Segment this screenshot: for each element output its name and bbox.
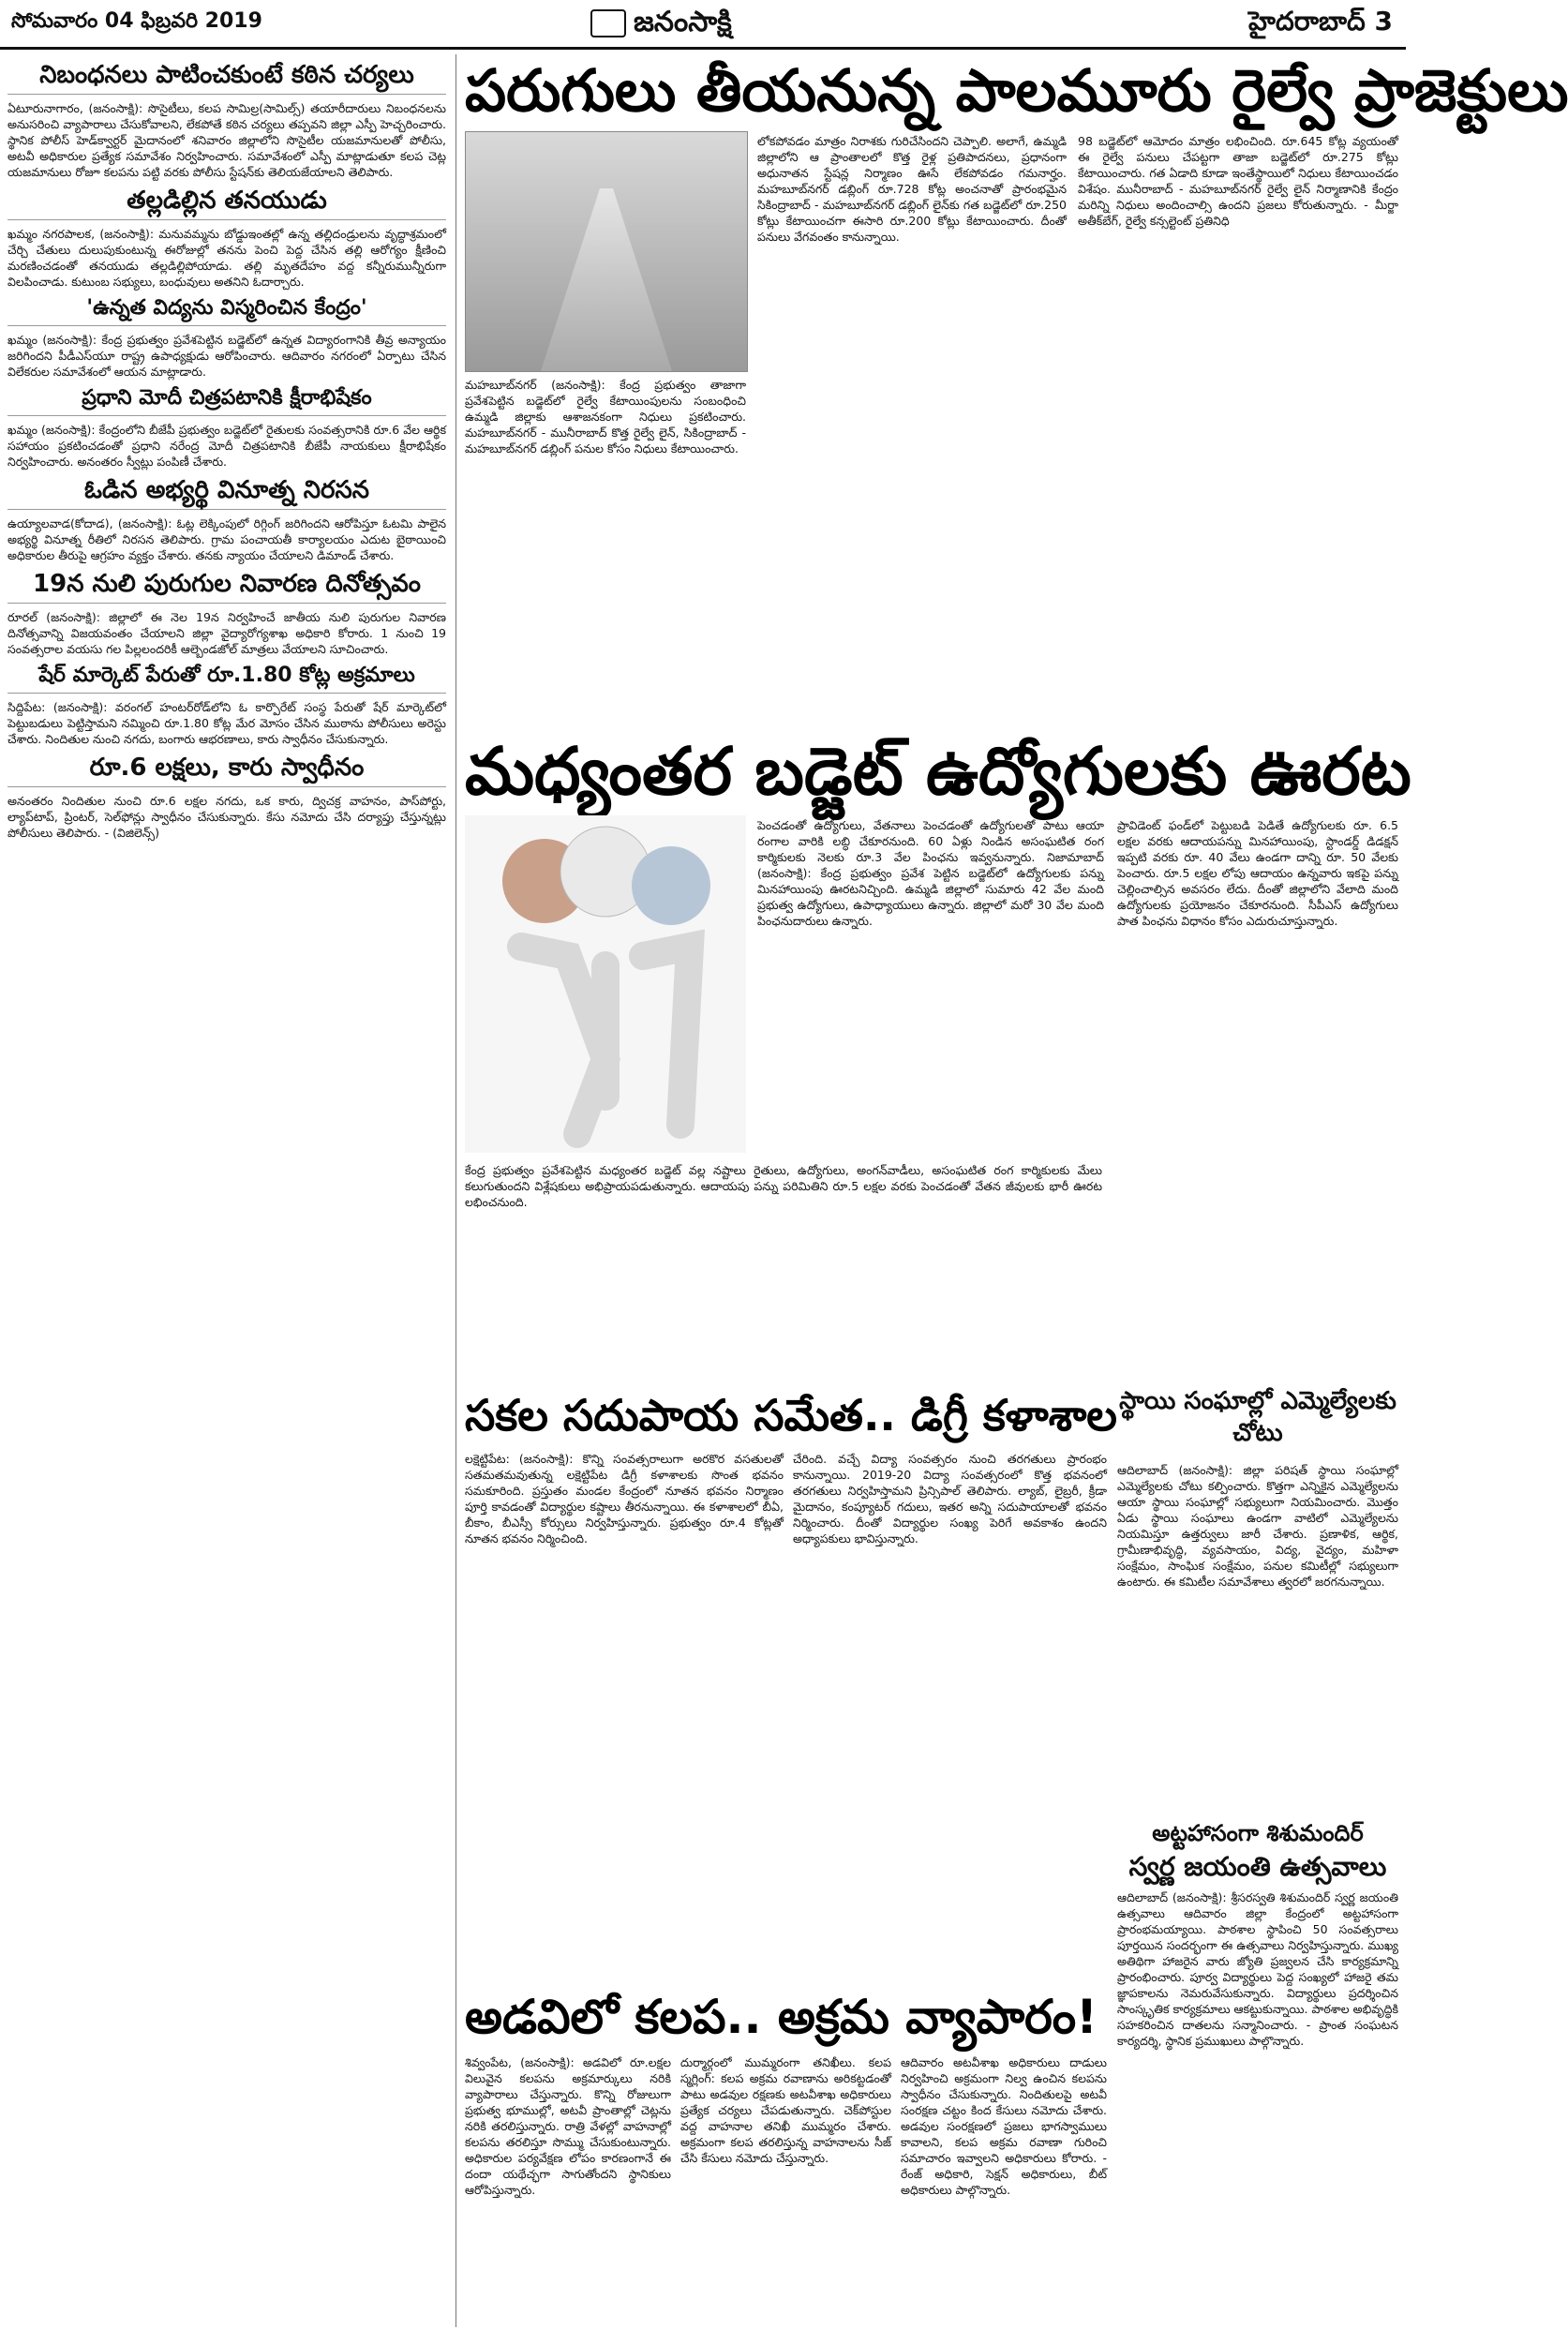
section-body: ఉయ్యాలవాడ(కోదాడ), (జనంసాక్షి): ఓట్ల లెక్కింపులో రిగ్గింగ్ జరిగిందని ఆరోపిస్తూ ఓటమి పాలైన అభ్యర్థి వినూత్న రీతిలో నిరసన తెలిపారు. గ్రామ పంచాయతీ కార్యాలయం ఎదుట బైఠాయించి అధికారుల తీరుపై ఆగ్రహం వ్యక్తం చేశారు. తనకు న్యాయం చేయాలని డిమాండ్ చేశారు. <box>7 516 446 562</box>
section-headline: 19న నులి పురుగుల నివారణ దినోత్సవం <box>7 569 446 604</box>
left-column <box>7 54 446 2327</box>
photo-caption: మహబూబ్‌నగర్ (జనంసాక్షి): కేంద్ర ప్రభుత్వం తాజాగా ప్రవేశపెట్టిన బడ్జెట్‌లో రైల్వే కేటాయింపులను సంబంధించి ఉమ్మడి జిల్లాకు ఆశాజనకంగా నిధులు ప్రకటించారు. మహబూబ్‌నగర్ - మునీరాబాద్ కొత్త రైల్వే లైన్, సికింద్రాబాద్ - మహబూబ్‌నగర్ డబ్లింగ్ పనుల కోసం నిధులు కేటాయించారు. <box>465 378 746 455</box>
section-headline: రూ.6 లక్షలు, కారు స్వాధీనం <box>7 753 446 787</box>
story-body: లోకపోవడం మాత్రం నిరాశకు గురిచేసిందని చెప్పాలి. అలాగే, ఉమ్మడి జిల్లాలోని ఆ ప్రాంతాలలో కొత్త రైళ్ల ప్రతిపాదనలు, ప్రధానంగా అధునాతన స్టేషన్ల నిర్మాణం ఊసే లేకపోవడం గమనార్హం. మహబూబ్‌నగర్ డబ్లింగ్ రూ.728 కోట్ల అంచనాతో ప్రారంభమైన సికింద్రాబాద్ - మహబూబ్‌నగర్ డబ్లింగ్ లైన్‌కు గత బడ్జెట్‌లో రూ.250 కోట్లు కేటాయించగా ఈసారి రూ.200 కోట్లు కేటాయించారు. దీంతో పనులు వేగవంతం కానున్నాయి. <box>757 134 1067 244</box>
story-headline: అడవిలో కలప.. అక్రమ వ్యాపారం! <box>465 1990 1098 2044</box>
box-headline: స్థాయి సంఘాల్లో ఎమ్మెల్యేలకు చోటు <box>1119 1387 1396 1447</box>
page-header <box>0 0 1406 50</box>
section-headline: నిబంధనలు పాటించకుంటే కఠిన చర్యలు <box>7 60 446 95</box>
section-body: సిద్దిపేట: (జనంసాక్షి): వరంగల్ హంటర్‌రోడ్‌లోని ఓ కార్పొరేట్ సంస్థ పేరుతో షేర్ మార్కెట్‌లో పెట్టుబడులు పెట్టిస్తామని నమ్మించి రూ.1.80 కోట్ల మేర మోసం చేసిన ముఠాను పోలీసులు అరెస్టు చేశారు. నిందితుల నుంచి నగదు, బంగారు ఆభరణాలు, కారు స్వాధీనం చేసుకున్నారు. <box>7 700 446 746</box>
story-body: 98 బడ్జెట్‌లో ఆమోదం మాత్రం లభించింది. రూ.645 కోట్ల వ్యయంతో ఈ రైల్వే పనులు చేపట్టగా తాజా బడ్జెట్‌లో రూ.275 కోట్లు కేటాయించారు. గత ఏడాది కూడా ఇంతేస్థాయిలో నిధులు కేటాయించడం విశేషం. మునీరాబాద్ - మహబూబ్‌నగర్ రైల్వే లైన్ నిర్మాణానికి కేంద్రం మరిన్ని నిధులు అందించాల్సి ఉందని ప్రజలు కోరుతున్నారు. - మీర్జా అతీక్‌బేగ్, రైల్వే కన్సల్టెంట్ ప్రతినిధి <box>1078 134 1398 228</box>
story-body: ఆదివారం అటవీశాఖ అధికారులు దాడులు నిర్వహించి అక్రమంగా నిల్వ ఉంచిన కలపను స్వాధీనం చేసుకున్నారు. నిందితులపై అటవీ సంరక్షణ చట్టం కింద కేసులు నమోదు చేశారు. అడవుల సంరక్షణలో ప్రజలు భాగస్వాములు కావాలని, కలప అక్రమ రవాణా గురించి సమాచారం ఇవ్వాలని అధికారులు కోరారు. - రేంజ్ అధికారి, సెక్షన్ అధికారులు, బీట్ అధికారులు పాల్గొన్నారు. <box>901 2055 1107 2197</box>
story-headline: మధ్యంతర బడ్జెట్ ఉద్యోగులకు ఊరట <box>465 733 1411 810</box>
column-divider <box>455 54 456 2327</box>
section-body: ఏటూరునాగారం, (జనంసాక్షి): సొసైటీలు, కలప సామిల్ర(సామిల్స్) తయారీదారులు నిబంధనలను అనుసరించి వ్యాపారాలు చేసుకోవాలని, లేకపోతే కఠిన చర్యలు తప్పవని జిల్లా ఎస్పీ హెచ్చరించారు. స్థానిక పోలీస్ హెడ్‌క్వార్టర్ మైదానంలో శనివారం జిల్లాలోని సొసైటీల యజమానులతో పోలీసు, అటవీ అధికారుల ప్రత్యేక సమావేశం నిర్వహించారు. సమావేశంలో ఎస్పీ మాట్లాడుతూ కలప చెట్ల యజమానులు రోజూ కలపను పట్టి వరకు పోలీసు స్టేషన్‌కు తెలియజేయాలని తెలిపారు. <box>7 101 446 179</box>
box-body: ఆదిలాబాద్ (జనంసాక్షి): జిల్లా పరిషత్ స్థాయి సంఘాల్లో ఎమ్మెల్యేలకు చోటు కల్పించారు. కొత్తగా ఎన్నికైన ఎమ్మెల్యేలను ఆయా స్థాయి సంఘాల్లో సభ్యులుగా నియమించారు. మొత్తం ఏడు స్థాయి సంఘాలు ఉండగా వాటిలో ఎమ్మెల్యేలను నియమిస్తూ ఉత్తర్వులు జారీ చేశారు. ప్రణాళిక, ఆర్థిక, గ్రామీణాభివృద్ధి, వ్యవసాయం, విద్య, వైద్యం, మహిళా సంక్షేమం, సాంఘిక సంక్షేమం, పనుల కమిటీల్లో సభ్యులుగా ఉంటారు. ఈ కమిటీల సమావేశాలు త్వరలో జరగనున్నాయి. <box>1117 1463 1398 1589</box>
railway-track-image <box>541 188 672 371</box>
celebration-illustration <box>465 815 746 1153</box>
jumping-figures-icon <box>465 815 746 1153</box>
section-body: ఖమ్మం నగరపాలక, (జనంసాక్షి): మనువమ్మను బోడ్డుఇంతల్లో ఉన్న తల్లిదండ్రులను వృద్ధాశ్రమంలో చేర్చి చేతులు దులుపుకుంటున్న ఈరోజుల్లో తనను పెంచి పెద్ద చేసిన తల్లి ఆరోగ్యం క్షీణించి మరణించడంతో తనయుడు తల్లడిల్లిపోయాడు. తల్లి మృతదేహం వద్ద కన్నీరుమున్నీరుగా విలపించాడు. కుటుంబ సభ్యులు, బంధువులు అతనిని ఓదార్చారు. <box>7 227 446 289</box>
issue-date: సోమవారం 04 ఫిబ్రవరి 2019 <box>11 9 262 33</box>
story-body: లక్షెట్టిపేట: (జనంసాక్షి): కొన్ని సంవత్సరాలుగా అరకొర వసతులతో సతమతమవుతున్న లక్షెట్టిపేట డిగ్రీ కళాశాలకు సొంత భవనం సమకూరింది. ప్రస్తుతం మండల కేంద్రంలో నూతన భవనం నిర్మాణం పూర్తి కావడంతో విద్యార్థుల కష్టాలు తీరనున్నాయి. ఈ కళాశాలలో బీఏ, బీకాం, బీఎస్సీ కోర్సులు నిర్వహిస్తున్నారు. ప్రభుత్వం రూ.4 కోట్లతో నూతన భవనం నిర్మించింది. <box>465 1452 784 1545</box>
section-headline: ప్రధాని మోదీ చిత్రపటానికి క్షీరాభిషేకం <box>7 385 446 416</box>
story-body: ప్రావిడెంట్ ఫండ్‌లో పెట్టుబడి పెడితే ఉద్యోగులకు రూ. 6.5 లక్షల వరకు ఆదాయపన్ను మినహాయింపు, స్టాండర్డ్ డిడక్షన్ ఇప్పటి వరకు రూ. 40 వేలు ఉండగా దాన్ని రూ. 50 వేలకు పెంచారు. రూ.5 లక్షల లోపు ఆదాయం ఉన్నవారు ఇకపై పన్ను చెల్లించాల్సిన అవసరం లేదు. దీంతో జిల్లాలోని వేలాది మంది ఉద్యోగులకు ప్రయోజనం చేకూరనుంది. సీపీఎస్ ఉద్యోగులు పాత పింఛను విధానం కోసం ఎదురుచూస్తున్నారు. <box>1117 818 1398 928</box>
story-body: పెంచడంతో ఉద్యోగులు, వేతనాలు పెంచడంతో ఉద్యోగులతో పాటు ఆయా రంగాల వారికి లబ్ధి చేకూరనుంది. 60 ఏళ్లు నిండిన అసంఘటిత రంగ కార్మికులకు నెలకు రూ.3 వేల పింఛను ఇవ్వనున్నారు. నిజామాబాద్ (జనంసాక్షి): కేంద్ర ప్రభుత్వం ప్రవేశ పెట్టిన బడ్జెట్‌లో ఉద్యోగులకు పన్ను మినహాయింపు ఊరటనిచ్చింది. ఉమ్మడి జిల్లాలో సుమారు 42 వేల మంది ప్రభుత్వ ఉద్యోగులు, ఉపాధ్యాయులు ఉన్నారు. జిల్లాలో మరో 30 వేల మంది పింఛనుదారులు ఉన్నారు. <box>757 818 1104 928</box>
section-headline: తల్లడిల్లిన తనయుడు <box>7 186 446 220</box>
page-number: 3 <box>1374 6 1393 37</box>
story-body: దుర్మార్గంలో ముమ్మరంగా తనిఖీలు. కలప స్మగ్లింగ్: కలప అక్రమ రవాణాను అరికట్టడంతో పాటు అడవుల రక్షణకు అటవీశాఖ అధికారులు ప్రత్యేక చర్యలు చేపడుతున్నారు. చెక్‌పోస్టుల వద్ద వాహనాల తనిఖీ ముమ్మరం చేశారు. అక్రమంగా కలప తరలిస్తున్న వాహనాలను సీజ్ చేసి కేసులు నమోదు చేస్తున్నారు. <box>680 2055 891 2165</box>
section-headline: ఓడిన అభ్యర్థి వినూత్న నిరసన <box>7 475 446 510</box>
section-body: ఖమ్మం (జనంసాక్షి): కేంద్ర ప్రభుత్వం ప్రవేశపెట్టిన బడ్జెట్‌లో ఉన్నత విద్యారంగానికి తీవ్ర అన్యాయం జరిగిందని పీడీఎస్‌యూ రాష్ట్ర ఉపాధ్యక్షుడు ఆరోపించారు. ఆదివారం నగరంలో ఏర్పాటు చేసిన విలేకరుల సమావేశంలో ఆయన మాట్లాడారు. <box>7 333 446 379</box>
box-body: ఆదిలాబాద్ (జనంసాక్షి): శ్రీసరస్వతి శిశుమందిర్ స్వర్ణ జయంతి ఉత్సవాలు ఆదివారం జిల్లా కేంద్రంలో అట్టహాసంగా ప్రారంభమయ్యాయి. పాఠశాల స్థాపించి 50 సంవత్సరాలు పూర్తయిన సందర్భంగా ఈ ఉత్సవాలు నిర్వహిస్తున్నారు. ముఖ్య అతిథిగా హాజరైన వారు జ్యోతి ప్రజ్వలన చేసి కార్యక్రమాన్ని ప్రారంభించారు. పూర్వ విద్యార్థులు పెద్ద సంఖ్యలో హాజరై తమ జ్ఞాపకాలను నెమరువేసుకున్నారు. విద్యార్థులు ప్రదర్శించిన సాంస్కృతిక కార్యక్రమాలు ఆకట్టుకున్నాయి. పాఠశాల అభివృద్ధికి సహకరించిన దాతలను సన్మానించారు. - ప్రాంత సంఘటన కార్యదర్శి, స్థానిక ప్రముఖులు పాల్గొన్నారు. <box>1117 1890 1398 2048</box>
masthead <box>590 6 732 45</box>
story-headline: సకల సదుపాయ సమేత.. డిగ్రీ కళాశాల <box>465 1390 1117 1441</box>
railway-photo <box>465 131 748 372</box>
story-headline: పరుగులు తీయనున్న పాలమూరు రైల్వే ప్రాజెక్టులు <box>465 56 1568 125</box>
story-body: కేంద్ర ప్రభుత్వం ప్రవేశపెట్టిన మధ్యంతర బడ్జెట్ వల్ల నష్టాలు రైతులు, ఉద్యోగులు, అంగన్‌వాడీలు, అసంఘటిత రంగ కార్మికులకు మేలు కలుగుతుందని విశ్లేషకులు అభిప్రాయపడుతున్నారు. ఆదాయపు పన్ను పరిమితిని రూ.5 లక్షల వరకు పెంచడంతో వేతన జీవులకు భారీ ఊరట లభించనుంది. <box>465 1163 1102 1209</box>
section-headline: షేర్ మార్కెట్ పేరుతో రూ.1.80 కోట్ల అక్రమాలు <box>7 663 446 694</box>
section-body: అనంతరం నిందితుల నుంచి రూ.6 లక్షల నగదు, ఒక కారు, ద్విచక్ర వాహనం, పాస్‌పోర్టు, ల్యాప్‌టాప్, ప్రింటర్, సెల్‌ఫోన్లు స్వాధీనం చేసుకున్నారు. కేసు నమోదు చేసి దర్యాప్తు చేస్తున్నట్లు పోలీసులు తెలిపారు. - (విజిలెన్స్) <box>7 794 446 840</box>
masthead-title: జనంసాక్షి <box>634 6 732 38</box>
edition-city <box>1248 6 1393 43</box>
masthead-logo-icon <box>590 9 626 37</box>
section-body: ఖమ్మం (జనంసాక్షి): కేంద్రంలోని బీజేపీ ప్రభుత్వం బడ్జెట్‌లో రైతులకు సంవత్సరానికి రూ.6 వేల ఆర్థిక సహాయం ప్రకటించడంతో ప్రధాని నరేంద్ర మోదీ చిత్రపటానికి బీజేపీ నాయకులు క్షీరాభిషేకం నిర్వహించారు. అనంతరం స్వీట్లు పంపిణీ చేశారు. <box>7 423 446 469</box>
section-headline: 'ఉన్నత విద్యను విస్మరించిన కేంద్రం' <box>7 295 446 326</box>
section-body: రూరల్ (జనంసాక్షి): జిల్లాలో ఈ నెల 19న నిర్వహించే జాతీయ నులి పురుగుల నివారణ దినోత్సవాన్ని విజయవంతం చేయాలని జిల్లా వైద్యారోగ్యశాఖ అధికారి కోరారు. 1 నుంచి 19 సంవత్సరాల వయసు గల పిల్లలందరికీ ఆల్బెండజోల్ మాత్రలు వేయాలని సూచించారు. <box>7 610 446 656</box>
city-name: హైదరాబాద్ <box>1248 6 1366 37</box>
story-body: చేరింది. వచ్చే విద్యా సంవత్సరం నుంచి తరగతులు ప్రారంభం కానున్నాయి. 2019-20 విద్యా సంవత్సరంలో కొత్త భవనంలో తరగతులు నిర్వహిస్తామని ప్రిన్సిపాల్ తెలిపారు. ల్యాబ్, లైబ్రరీ, క్రీడా మైదానం, కంప్యూటర్ గదులు, ఇతర అన్ని సదుపాయాలతో భవనం నిర్మించారు. దీంతో విద్యార్థుల సంఖ్య పెరిగే అవకాశం ఉందని అధ్యాపకులు భావిస్తున్నారు. <box>793 1452 1107 1545</box>
story-body: శివ్వంపేట, (జనంసాక్షి): అడవిలో రూ.లక్షల విలువైన కలపను అక్రమార్కులు నరికి వ్యాపారాలు చేస్తున్నారు. కొన్ని రోజులుగా ప్రభుత్వ భూముల్లో, అటవీ ప్రాంతాల్లో చెట్లను నరికి తరలిస్తున్నారు. రాత్రి వేళల్లో వాహనాల్లో కలపను తరలిస్తూ సొమ్ము చేసుకుంటున్నారు. అధికారుల పర్యవేక్షణ లోపం కారణంగానే ఈ దందా యథేచ్ఛగా సాగుతోందని స్థానికులు ఆరోపిస్తున్నారు. <box>465 2055 671 2197</box>
box-headline: స్వర్ణ జయంతి ఉత్సవాలు <box>1128 1851 1387 1882</box>
box-headline: అట్టహాసంగా శిశుమందిర్ <box>1152 1820 1364 1846</box>
